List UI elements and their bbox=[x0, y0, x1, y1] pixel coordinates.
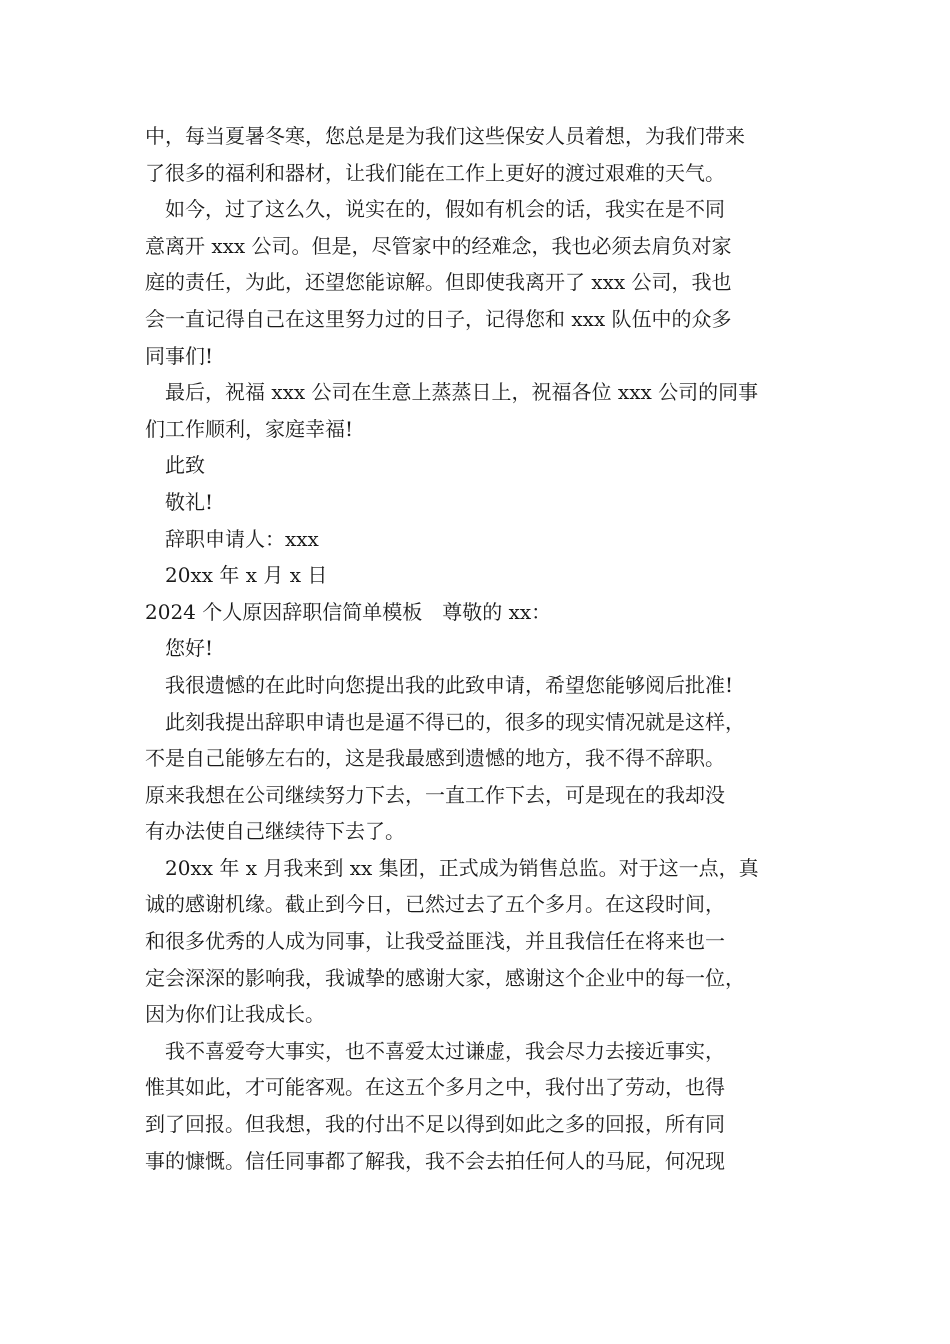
text-line: 事的慷慨。信任同事都了解我，我不会去拍任何人的马屁，何况现 bbox=[145, 1148, 725, 1173]
text-line: 我很遗憾的在此时向您提出我的此致申请，希望您能够阅后批准! bbox=[165, 672, 734, 697]
text-line: 庭的责任，为此，还望您能谅解。但即使我离开了 xxx 公司，我也 bbox=[145, 270, 732, 295]
text-line: 最后，祝福 xxx 公司在生意上蒸蒸日上，祝福各位 xxx 公司的同事 bbox=[165, 380, 759, 405]
text-line: 因为你们让我成长。 bbox=[145, 1002, 325, 1027]
text-line: 20xx 年 x 月我来到 xx 集团，正式成为销售总监。对于这一点，真 bbox=[165, 855, 759, 880]
document-body bbox=[145, 118, 825, 1179]
text-line: 中，每当夏暑冬寒，您总是是为我们这些保安人员着想，为我们带来 bbox=[145, 124, 745, 148]
text-line: 们工作顺利，家庭幸福! bbox=[145, 416, 354, 441]
text-line: 原来我想在公司继续努力下去，一直工作下去，可是现在的我却没 bbox=[145, 782, 725, 807]
text-line: 同事们! bbox=[145, 343, 214, 368]
text-line: 会一直记得自己在这里努力过的日子，记得您和 xxx 队伍中的众多 bbox=[145, 306, 732, 331]
signature-date: 20xx 年 x 月 x 日 bbox=[165, 563, 328, 588]
text-line: 和很多优秀的人成为同事，让我受益匪浅，并且我信任在将来也一 bbox=[145, 929, 725, 954]
text-line: 惟其如此，才可能客观。在这五个多月之中，我付出了劳动，也得 bbox=[145, 1075, 725, 1100]
section-heading: 2024 个人原因辞职信简单模板 尊敬的 xx： bbox=[145, 599, 552, 624]
text-line: 诚的感谢机缘。截止到今日，已然过去了五个多月。在这段时间， bbox=[145, 892, 725, 917]
text-line: 不是自己能够左右的，这是我最感到遗憾的地方，我不得不辞职。 bbox=[145, 746, 725, 771]
signature-applicant: 辞职申请人：xxx bbox=[165, 526, 319, 551]
closing-regards: 敬礼! bbox=[165, 489, 214, 514]
greeting: 您好! bbox=[165, 636, 214, 661]
text-line: 意离开 xxx 公司。但是，尽管家中的经难念，我也必须去肩负对家 bbox=[145, 233, 732, 258]
text-line: 定会深深的影响我，我诚挚的感谢大家，感谢这个企业中的每一位， bbox=[145, 965, 745, 990]
text-line: 到了回报。但我想，我的付出不足以得到如此之多的回报，所有同 bbox=[145, 1112, 725, 1137]
text-line: 此刻我提出辞职申请也是逼不得已的，很多的现实情况就是这样， bbox=[165, 709, 745, 734]
closing-salutation: 此致 bbox=[165, 453, 205, 478]
text-line: 如今，过了这么久，说实在的，假如有机会的话，我实在是不同 bbox=[165, 197, 725, 222]
text-line: 我不喜爱夸大事实，也不喜爱太过谦虚，我会尽力去接近事实， bbox=[165, 1038, 725, 1063]
text-line: 了很多的福利和器材，让我们能在工作上更好的渡过艰难的天气。 bbox=[145, 160, 725, 185]
text-line: 有办法使自己继续待下去了。 bbox=[145, 819, 405, 844]
